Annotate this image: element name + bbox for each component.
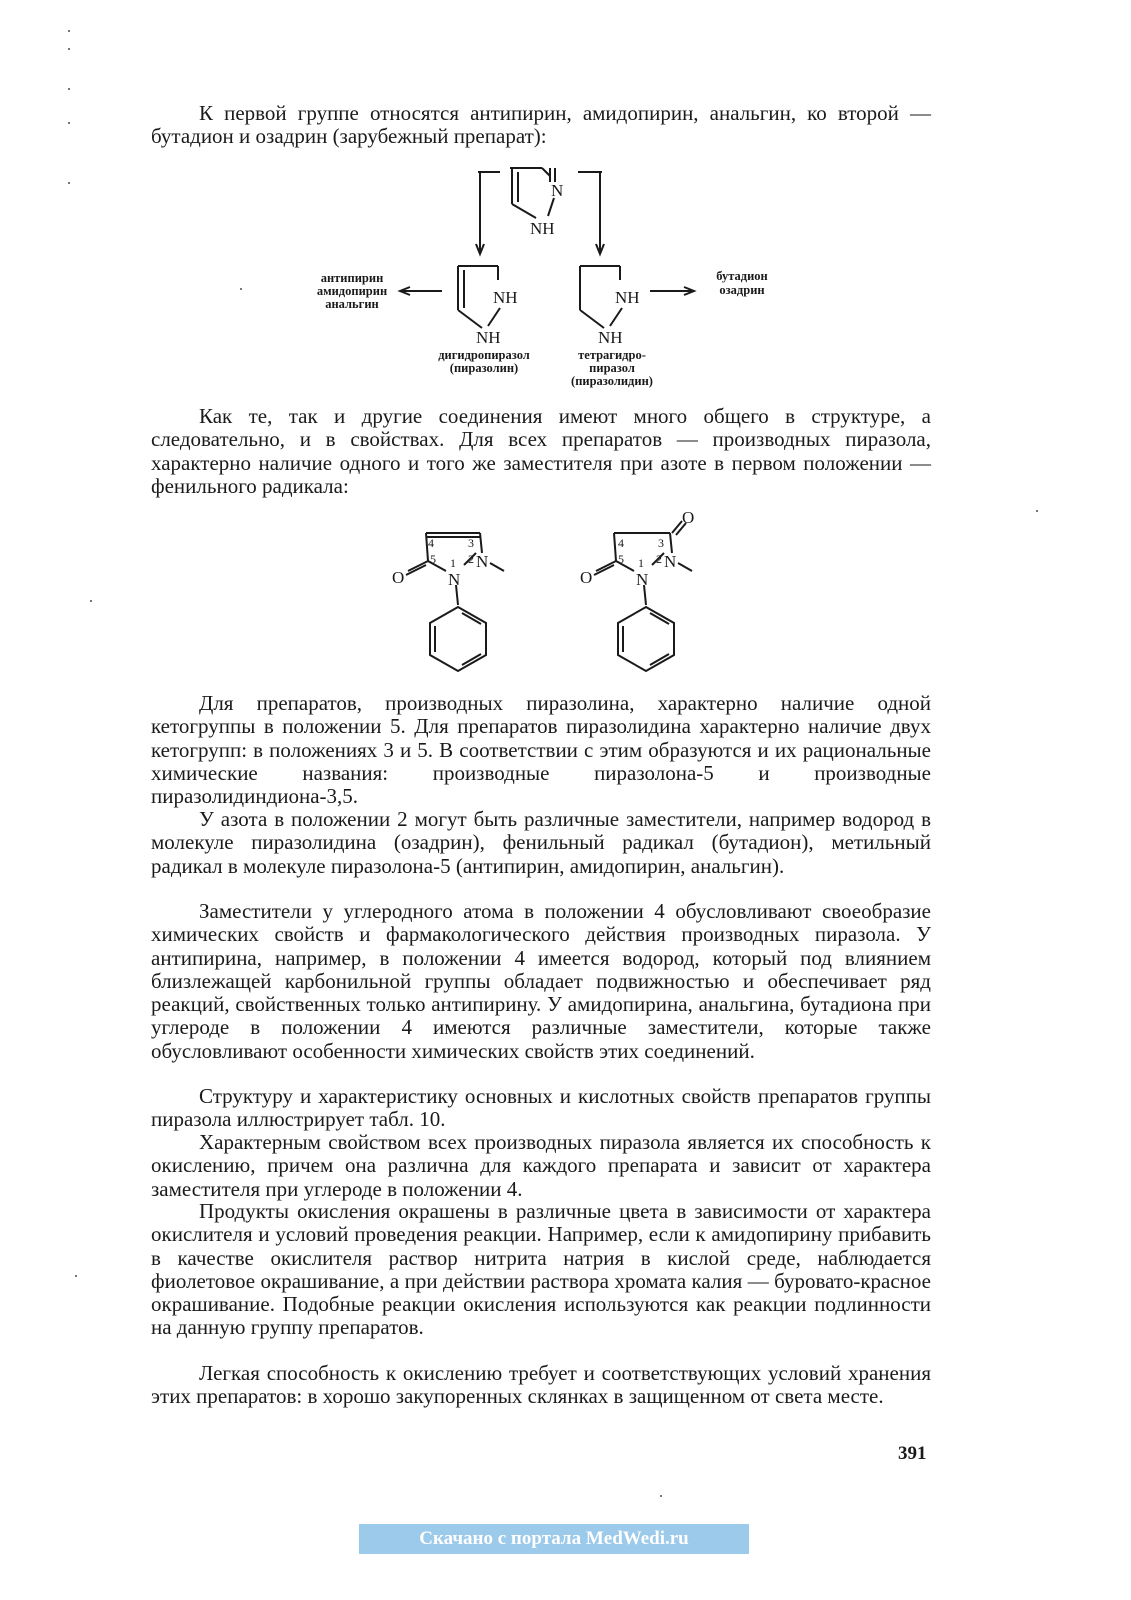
right-pos-1: 1	[638, 556, 644, 570]
left-n1: N	[448, 570, 461, 589]
top-ring-nh: NH	[530, 219, 555, 238]
left-pos-5: 5	[430, 552, 436, 566]
drug-analgin: анальгин	[325, 297, 379, 311]
scan-speck	[68, 30, 70, 32]
caption-pyrazolidine: (пиразолидин)	[571, 374, 653, 388]
scan-speck	[660, 1495, 662, 1497]
right-carbonyl-o: O	[580, 568, 593, 587]
left-pos-1: 1	[450, 556, 456, 570]
right-pos-2: 2	[656, 552, 662, 566]
left-pos-3: 3	[468, 536, 474, 550]
download-banner[interactable]: Скачано с портала MedWedi.ru	[359, 1524, 749, 1554]
right-pos-3: 3	[658, 536, 664, 550]
scan-speck	[1036, 510, 1038, 512]
caption-tetrahydro: тетрагидро-	[578, 348, 646, 362]
paragraph-table-reference: Структуру и характеристику основных и кислотных свойств препаратов группы пиразола иллюстрирует табл. 10.	[151, 1084, 931, 1132]
right-top-o: O	[682, 508, 695, 527]
drug-amidopyrine: амидопирин	[316, 284, 388, 298]
left-ring-nh-lower: NH	[476, 328, 501, 347]
paragraph-intro: К первой группе относятся антипирин, амидопирин, анальгин, ко второй — бутадион и озадрин (зарубежный препарат):	[151, 101, 931, 149]
scan-speck	[68, 48, 70, 50]
left-n2: N	[476, 552, 489, 571]
left-ring-nh-upper: NH	[493, 288, 518, 307]
right-ring-nh-lower: NH	[598, 328, 623, 347]
top-ring-n: N	[551, 181, 564, 200]
paragraph-ketogroups: Для препаратов, производных пиразолина, характерно наличие одной кетогруппы в положении 5. Для препаратов пиразолидина характерно наличие двух кетогрупп: в положениях 3 и 5. В соответствии с этим образуются и их рациональные химические названия: производные пиразолона-5 и производные пиразолидиндиона-3,5.	[151, 691, 931, 809]
phenyl-structures	[380, 505, 720, 685]
paragraph-oxidation-products: Продукты окисления окрашены в различные цвета в зависимости от характера окислителя и условий проведения реакции. Например, если к амидопирину прибавить в качестве окислителя раствор нитрита натрия в кислой среде, наблюдается фиолетовое окрашивание, а при действии раствора хромата калия — буровато-красное окрашивание. Подобные реакции окисления используются как реакции подлинности на данную группу препаратов.	[151, 1199, 931, 1340]
left-pos-2: 2	[468, 552, 474, 566]
caption-pyrazole: пиразол	[589, 361, 635, 375]
page-number: 391	[898, 1443, 927, 1464]
paragraph-oxidation: Характерным свойством всех производных пиразола является их способность к окислению, причем она различна для каждого препарата и зависит от характера заместителя при углероде в положении 4.	[151, 1130, 931, 1201]
scan-speck	[75, 1275, 77, 1277]
scan-speck	[240, 288, 242, 290]
left-carbonyl-o: O	[392, 568, 405, 587]
scan-speck	[68, 88, 70, 90]
right-pos-4: 4	[618, 536, 624, 550]
drug-antipyrine: антипирин	[320, 271, 384, 285]
right-ring-nh-upper: NH	[615, 288, 640, 307]
scan-speck	[90, 600, 92, 602]
drug-ozadrin: озадрин	[719, 283, 765, 297]
left-pos-4: 4	[428, 536, 434, 550]
right-n1: N	[636, 570, 649, 589]
drug-butadion: бутадион	[716, 269, 768, 283]
caption-dihydropyrazole: дигидропиразол	[438, 348, 530, 362]
caption-pyrazoline: (пиразолин)	[449, 361, 519, 375]
right-n2: N	[664, 552, 677, 571]
paragraph-common-structure: Как те, так и другие соединения имеют много общего в структуре, а следовательно, и в свойствах. Для всех препаратов — производных пиразола, характерно наличие одного и того же заместителя при азоте в первом положении — фенильного радикала:	[151, 404, 931, 498]
paragraph-carbon-substituents: Заместители у углеродного атома в положении 4 обусловливают своеобразие химических свойств и фармакологического действия производных пиразола. У антипирина, например, в положении 4 имеется водород, который под влиянием близлежащей карбонильной группы обладает подвижностью и обеспечивает ряд реакций, свойственных только антипирину. У амидопирина, анальгина, бутадиона при углероде в положении 4 имеются различные заместители, которые также обусловливают особенности химических свойств этих соединений.	[151, 899, 931, 1063]
paragraph-nitrogen-substituents: У азота в положении 2 могут быть различные заместители, например водород в молекуле пиразолидина (озадрин), фенильный радикал (бутадион), метильный радикал в молекуле пиразолона-5 (антипирин, амидопирин, анальгин).	[151, 807, 931, 878]
pyrazole-scheme	[290, 160, 810, 395]
scan-speck	[68, 122, 70, 124]
paragraph-storage: Легкая способность к окислению требует и соответствующих условий хранения этих препаратов: в хорошо закупоренных склянках в защищенном от света месте.	[151, 1361, 931, 1409]
scan-speck	[68, 182, 70, 184]
right-pos-5: 5	[618, 552, 624, 566]
